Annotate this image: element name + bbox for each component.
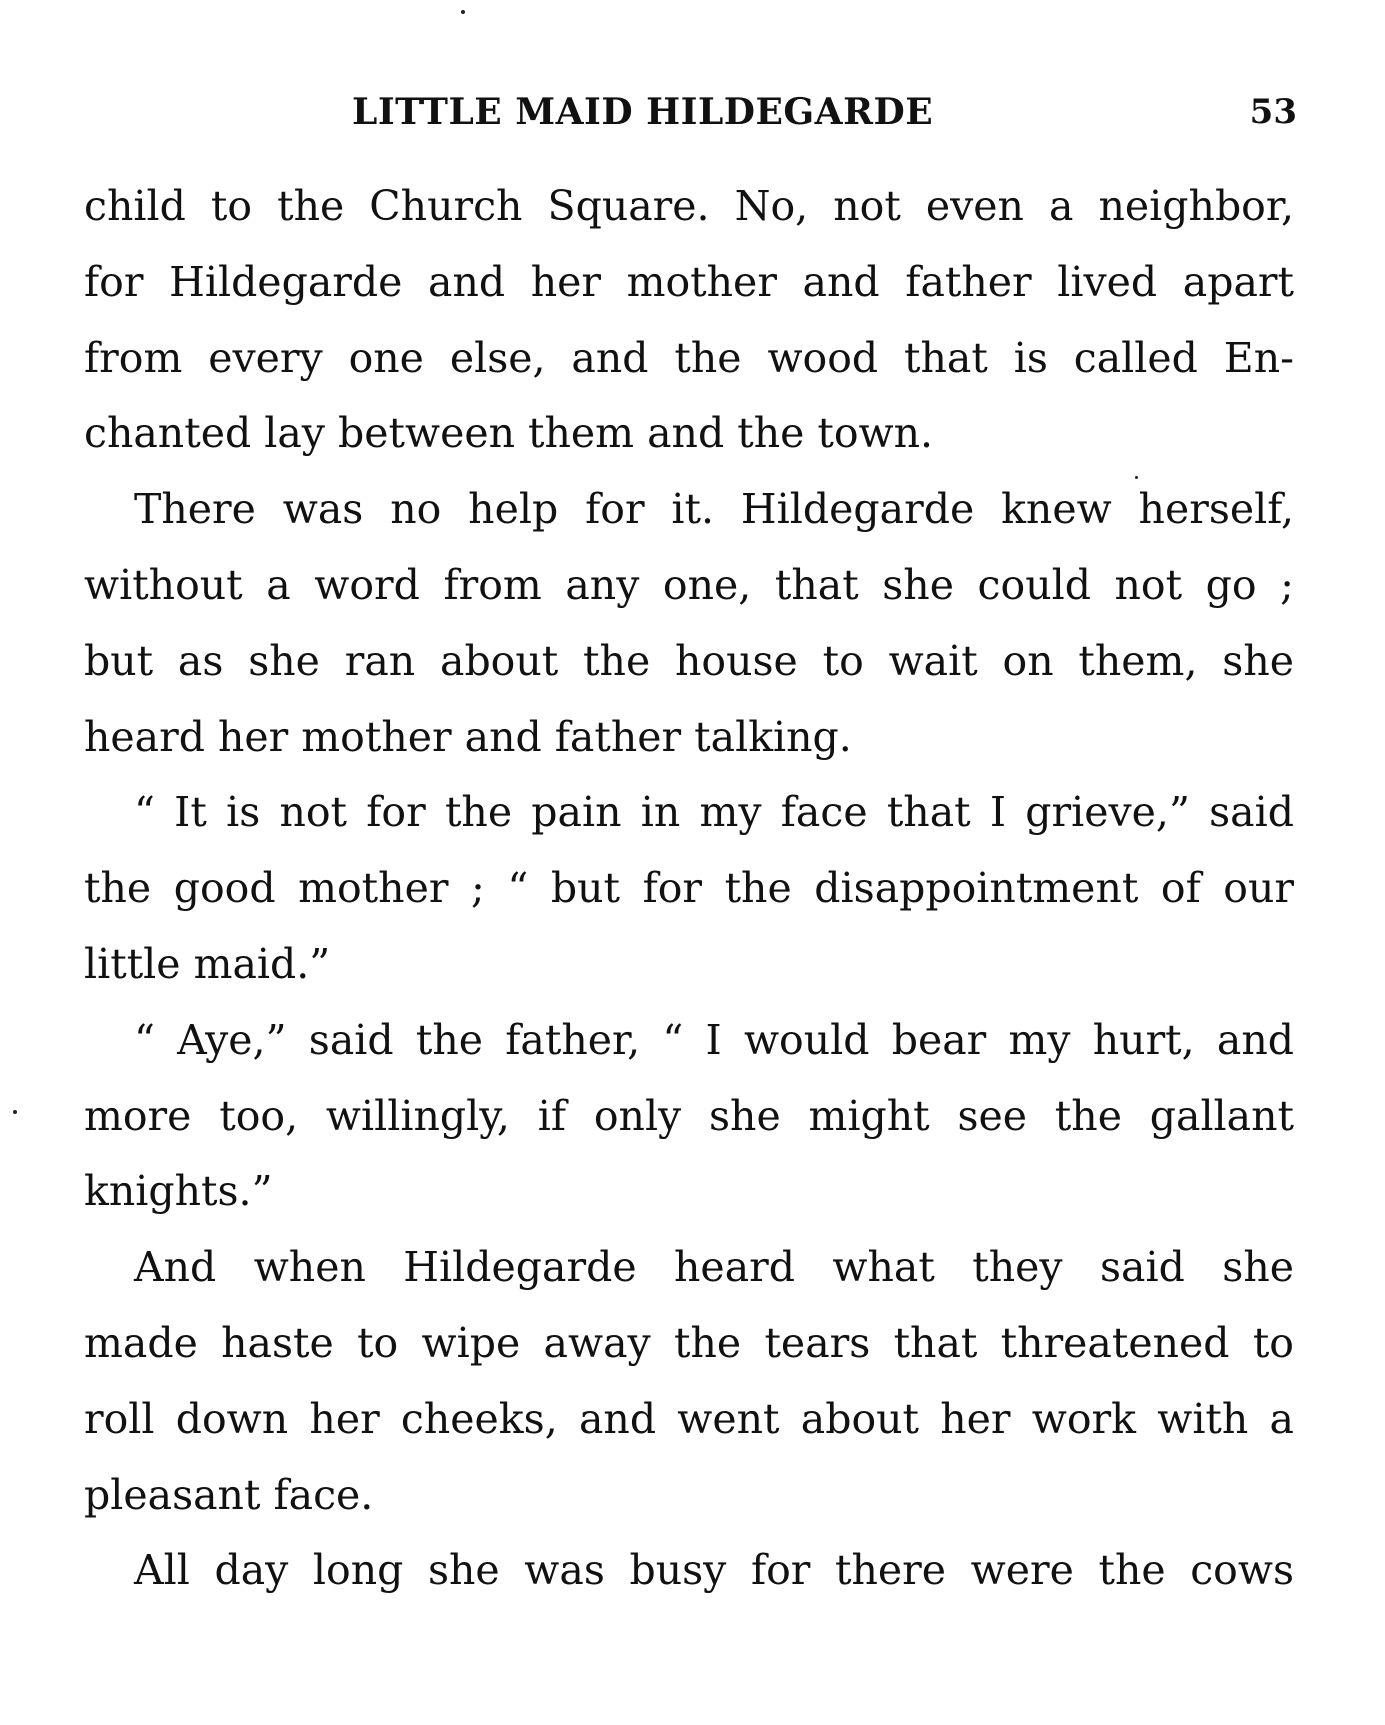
text-line: pleasant face. xyxy=(84,1470,374,1519)
text-line: There was no help for it. Hildegarde knew herself, xyxy=(134,485,1294,534)
text-line: All day long she was busy for there were the cows xyxy=(134,1546,1294,1595)
text-line: without a word from any one, that she could not go ; xyxy=(84,560,1294,609)
text-line: heard her mother and father talking. xyxy=(84,712,852,761)
text-line: “ It is not for the pain in my face that I grieve,” said xyxy=(134,788,1294,837)
print-speck xyxy=(461,10,465,14)
text-line: little maid.” xyxy=(84,939,331,988)
paragraph xyxy=(84,1008,1294,1235)
page-number: 53 xyxy=(1249,92,1297,132)
text-line: child to the Church Square. No, not even a neighbor, xyxy=(84,182,1294,230)
text-line: but as she ran about the house to wait on them, she xyxy=(84,636,1294,685)
text-line: And when Hildegarde heard what they said she xyxy=(134,1243,1294,1292)
text-line: more too, willingly, if only she might see the gallant xyxy=(84,1091,1294,1140)
running-head xyxy=(82,82,1297,142)
paragraph xyxy=(84,780,1294,1007)
paragraph xyxy=(84,174,1294,477)
text-line: from every one else, and the wood that is called En- xyxy=(84,333,1294,382)
text-line: “ Aye,” said the father, “ I would bear my hurt, and xyxy=(134,1015,1294,1064)
text-line: the good mother ; “ but for the disappointment of our xyxy=(84,864,1294,913)
running-title: LITTLE MAID HILDEGARDE xyxy=(352,91,934,133)
paragraph xyxy=(84,1538,1294,1614)
text-line: chanted lay between them and the town. xyxy=(84,409,934,458)
print-speck xyxy=(13,1110,17,1114)
text-line: knights.” xyxy=(84,1167,273,1216)
paragraph xyxy=(84,477,1294,780)
print-speck xyxy=(1135,476,1138,479)
paragraph xyxy=(84,1235,1294,1538)
text-line: roll down her cheeks, and went about her work with a xyxy=(84,1394,1294,1443)
body-text xyxy=(84,174,1294,1614)
text-line: made haste to wipe away the tears that threatened to xyxy=(84,1318,1294,1367)
text-line: for Hildegarde and her mother and father lived apart xyxy=(84,257,1294,306)
